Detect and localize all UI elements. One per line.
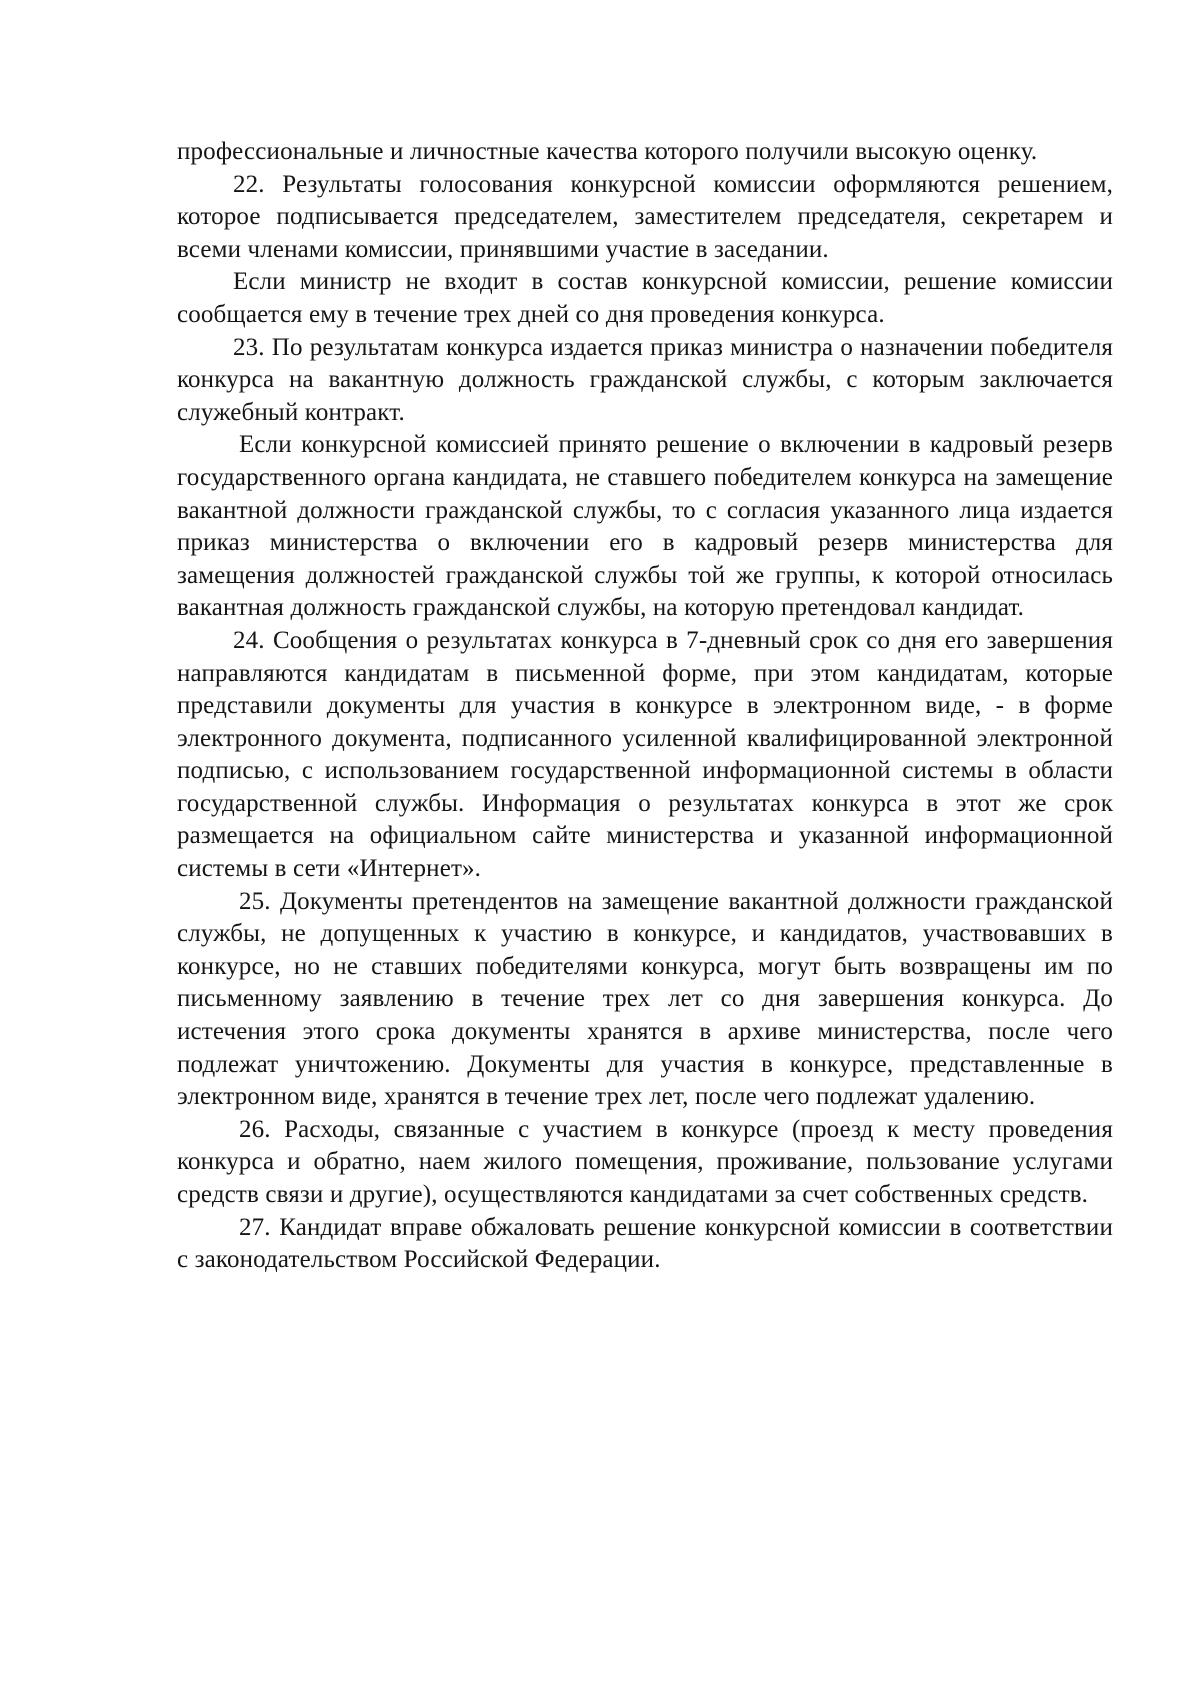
- paragraph-minister-notice: Если министр не входит в состав конкурсной комиссии, решение комиссии сообщается ему в течение трех дней со дня проведения конкурса.: [177, 268, 1113, 328]
- paragraph-personnel-reserve: Если конкурсной комиссией принято решение о включении в кадровый резерв государственного органа кандидата, не ставшего победителем конкурса на замещение вакантной должности гражданской службы, то с согласия указанного лица издается приказ министерства о включении его в кадровый резерв министерства для замещения должностей гражданской службы той же группы, к которой относилась вакантная должность гражданской службы, на которую претендовал кандидат.: [177, 431, 1113, 622]
- paragraph-item-27: 27. Кандидат вправе обжаловать решение конкурсной комиссии в соответствии с законодательством Российской Федерации.: [177, 1213, 1113, 1274]
- paragraph-continuation: профессиональные и личностные качества которого получили высокую оценку.: [177, 138, 1038, 165]
- paragraph-item-22: 22. Результаты голосования конкурсной комиссии оформляются решением, которое подписывается председателем, заместителем председателя, секретарем и всеми членами комиссии, принявшими участие в заседании.: [177, 170, 1113, 263]
- paragraph-item-23: 23. По результатам конкурса издается приказ министра о назначении победителя конкурса на вакантную должность гражданской службы, с которым заключается служебный контракт.: [177, 333, 1113, 426]
- paragraph-item-24: 24. Сообщения о результатах конкурса в 7-дневный срок со дня его завершения направляются кандидатам в письменной форме, при этом кандидатам, которые представили документы для участия в конкурсе в электронном виде, - в форме электронного документа, подписанного усиленной квалифицированной электронной подписью, с использованием государственной информационной системы в области государственной службы. Информация о результатах конкурса в этот же срок размещается на официальном сайте министерства и указанной информационной системы в сети «Интернет».: [177, 626, 1113, 883]
- paragraph-item-26: 26. Расходы, связанные с участием в конкурсе (проезд к месту проведения конкурса и обратно, наем жилого помещения, проживание, пользование услугами средств связи и другие), осуществляются кандидатами за счет собственных средств.: [177, 1115, 1113, 1208]
- paragraph-item-25: 25. Документы претендентов на замещение вакантной должности гражданской службы, не допущенных к участию в конкурсе, и кандидатов, участвовавших в конкурсе, но не ставших победителями конкурса, могут быть возвращены им по письменному заявлению в течение трех лет со дня завершения конкурса. До истечения этого срока документы хранятся в архиве министерства, после чего подлежат уничтожению. Документы для участия в конкурсе, представленные в электронном виде, хранятся в течение трех лет, после чего подлежат удалению.: [177, 887, 1113, 1111]
- document-body: [177, 136, 1113, 1277]
